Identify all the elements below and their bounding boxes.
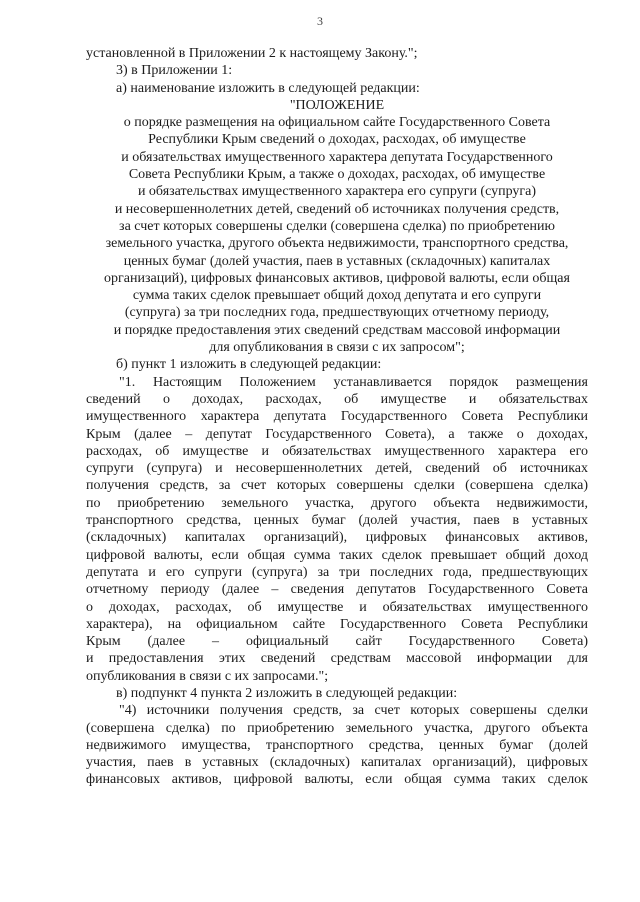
text-line: характера), на официальном сайте Государственного Совета Республики	[86, 616, 588, 632]
text-line: (совершена сделка) по приобретению земельного участка, другого объекта	[86, 720, 588, 736]
text-line: по приобретению земельного участка, другого объекта недвижимости,	[86, 495, 588, 511]
text-line: в) подпункт 4 пункта 2 изложить в следующей редакции:	[116, 685, 458, 701]
text-line: (складочных) капиталах организаций), цифровых финансовых активов,	[86, 530, 588, 546]
text-line: и несовершеннолетних детей, сведений об источниках получения средств,	[114, 201, 560, 217]
text-line: финансовых активов, цифровой валюты, если общая сумма таких сделок	[86, 772, 588, 788]
text-line: б) пункт 1 изложить в следующей редакции:	[116, 357, 382, 373]
text-line: Совета Республики Крым, а также о доходах, расходах, об имуществе	[128, 167, 546, 183]
text-line: опубликования в связи с их запросами.";	[86, 668, 329, 684]
text-line: транспортного средства, ценных бумаг (долей участия, паев в уставных	[86, 513, 588, 529]
document-body	[86, 45, 588, 789]
text-line: земельного участка, другого объекта недвижимости, транспортного средства,	[105, 236, 569, 252]
text-line: за счет которых совершены сделки (совершена сделка) по приобретению	[119, 218, 555, 234]
text-line: и порядке предоставления этих сведений средствам массовой информации	[113, 322, 561, 338]
text-line: Крым (далее – депутат Государственного Совета), а также о доходах,	[86, 426, 588, 442]
text-line: сумма таких сделок превышает общий доход депутата и его супруги	[132, 288, 542, 304]
text-line: установленной в Приложении 2 к настоящему Закону.";	[86, 46, 418, 61]
text-line: Республики Крым сведений о доходах, расходах, об имуществе	[148, 132, 526, 148]
text-line: (супруга) за три последних года, предшествующих отчетному периоду,	[124, 305, 550, 321]
text-line: "ПОЛОЖЕНИЕ	[289, 97, 385, 113]
text-line: и обязательствах имущественного характера его супруги (супруга)	[137, 184, 537, 200]
text-line: а) наименование изложить в следующей редакции:	[116, 80, 420, 96]
text-line: "1. Настоящим Положением устанавливается порядок размещения	[119, 374, 588, 390]
text-line: участия, паев в уставных (складочных) капиталах организаций), цифровых	[86, 755, 588, 771]
page-number: 3	[317, 14, 323, 28]
text-line: ценных бумаг (долей участия, паев в уставных (складочных) капиталах	[123, 253, 551, 269]
text-line: организаций), цифровых финансовых активов, цифровой валюты, если общая	[104, 270, 570, 286]
text-line: и предоставления этих сведений средствам массовой информации для	[86, 651, 588, 667]
text-line: получения средств, за счет которых совершены сделки (совершена сделка)	[86, 478, 588, 494]
text-line: "4) источники получения средств, за счет которых совершены сделки	[119, 703, 588, 719]
text-line: супруги (супруга) и несовершеннолетних детей, сведений об источниках	[86, 461, 588, 477]
text-line: и обязательствах имущественного характера депутата Государственного	[121, 149, 553, 165]
text-line: расходах, об имуществе и обязательствах имущественного характера его	[86, 443, 588, 459]
text-line: недвижимого имущества, транспортного средства, ценных бумаг (долей	[86, 737, 588, 753]
text-line: сведений о доходах, расходах, об имуществе и обязательствах	[86, 391, 588, 407]
text-line: о порядке размещения на официальном сайте Государственного Совета	[123, 115, 551, 131]
text-line: 3) в Приложении 1:	[116, 63, 233, 79]
text-line: депутата и его супруги (супруга) за три последних года, предшествующих	[86, 564, 588, 580]
text-line: о доходах, расходах, об имуществе и обязательствах имущественного	[86, 599, 588, 615]
text-line: отчетному периоду (далее – сведения депутатов Государственного Совета	[86, 582, 588, 598]
text-line: для опубликования в связи с их запросом";	[209, 340, 465, 356]
text-line: Крым (далее – официальный сайт Государственного Совета)	[86, 634, 588, 650]
text-line: имущественного характера депутата Государственного Совета Республики	[86, 409, 588, 425]
text-line: цифровой валюты, если общая сумма таких сделок превышает общий доход	[86, 547, 588, 563]
